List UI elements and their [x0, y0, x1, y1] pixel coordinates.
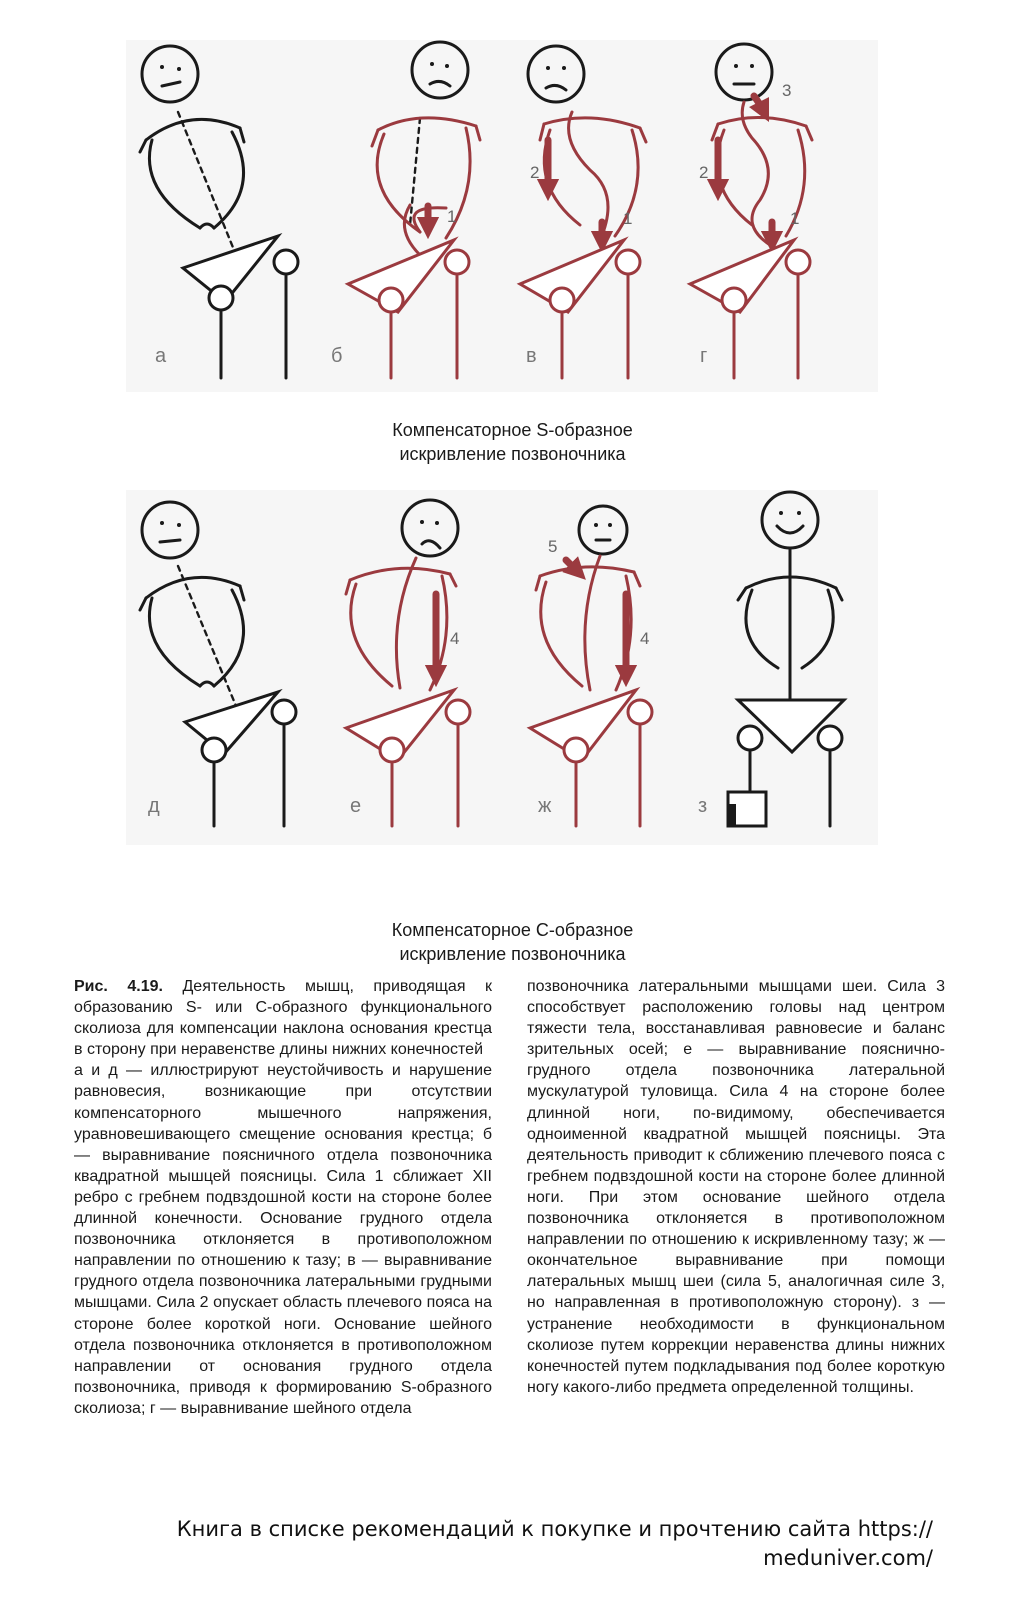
figure-d [140, 502, 296, 826]
footer-line2[interactable]: meduniver.com/ [763, 1546, 933, 1570]
force-label-zh5: 5 [548, 537, 558, 556]
force-label-e4: 4 [450, 629, 460, 648]
figure-a [140, 46, 298, 378]
figure-b [348, 42, 480, 378]
panel-label-g: г [700, 345, 708, 367]
force-label-g2: 2 [699, 163, 709, 182]
top-figure-caption [0, 418, 1025, 466]
panel-label-a: а [155, 345, 167, 367]
footer-note [177, 1515, 933, 1573]
panel-label-z: з [698, 795, 708, 817]
force-label-b1: 1 [447, 207, 457, 226]
panel-label-e: е [350, 795, 362, 817]
caption-text-left: Деятельность мышц, приводящая к образованию S- или С-образного функционального сколиоза для компенсации наклона основания крестца в сторону при неравенстве длины нижних конечностей а и д — иллюстрируют неустойчивость и нарушение равновесия, возникающие при отсутствии компенсаторного мышечного напряжения, уравновешивающего смещение основания крестца; б — выравнивание поясничного отдела позвоночника квадратной мышцей поясницы. Сила 1 сближает XII ребро с гребнем подвздошной кости на стороне более длинной конечности. Основание грудного отдела позвоночника отклоняется в противоположном направлении по отношению к тазу; в — выравнивание грудного отдела позвоночника латеральными грудными мышцами. Сила 2 опускает область плечевого пояса на стороне более короткой ноги. Основание шейного отдела позвоночника отклоняется в противоположном направлении от основания грудного отдела позвоночника, приводя к формированию S-образного сколиоза; г — выравнивание шейного отдела [74, 978, 492, 1417]
panel-label-v: в [526, 345, 537, 367]
panel-label-zh: ж [538, 795, 552, 817]
force-label-v2: 2 [530, 163, 540, 182]
footer-line1: Книга в списке рекомендаций к покупке и прочтению сайта https:// [176, 1517, 933, 1541]
bottom-figure-caption [0, 918, 1025, 966]
caption-column-left [74, 976, 492, 1419]
top-caption-line2: искривление позвоночника [399, 444, 626, 464]
force-label-g1: 1 [790, 209, 800, 228]
caption-text-right: позвоночника латеральными мышцами шеи. Сила 3 способствует расположению головы над центром тяжести тела, восстанавливая равновесие и баланс зрительных осей; е — выравнивание пояснично-грудного отдела позвоночника латеральной мускулатурой туловища. Сила 4 на стороне более длинной ноги, по-видимому, обеспечивается одноименной квадратной мышцей поясницы. Эта деятельность приводит к сближению плечевого пояса с гребнем подвздошной кости на стороне более длинной ноги. При этом основание шейного отдела позвоночника отклоняется в противоположном направлении по отношению к искривленному тазу; ж — окончательное выравнивание при помощи латеральных мышц шеи (сила 5, аналогичная силе 3, но направленная в противоположную сторону). з — устранение необходимости в функциональном сколиозе путем коррекции неравенства длины нижних конечностей путем подкладывания под более короткую ногу какого-либо предмета определенной толщины. [527, 978, 945, 1396]
bottom-caption-line2: искривление позвоночника [399, 944, 626, 964]
figure-z [728, 492, 844, 826]
figure-e [346, 500, 470, 826]
bottom-caption-line1: Компенсаторное С-образное [391, 920, 634, 940]
force-label-zh4: 4 [640, 629, 650, 648]
top-caption-line1: Компенсаторное S-образное [392, 420, 633, 440]
caption-column-right [527, 976, 945, 1398]
panel-label-b: б [331, 345, 343, 367]
panel-label-d: д [148, 795, 160, 817]
force-label-v1: 1 [623, 209, 633, 228]
force-label-g3: 3 [782, 81, 792, 100]
figure-number: Рис. 4.19. [74, 978, 163, 995]
